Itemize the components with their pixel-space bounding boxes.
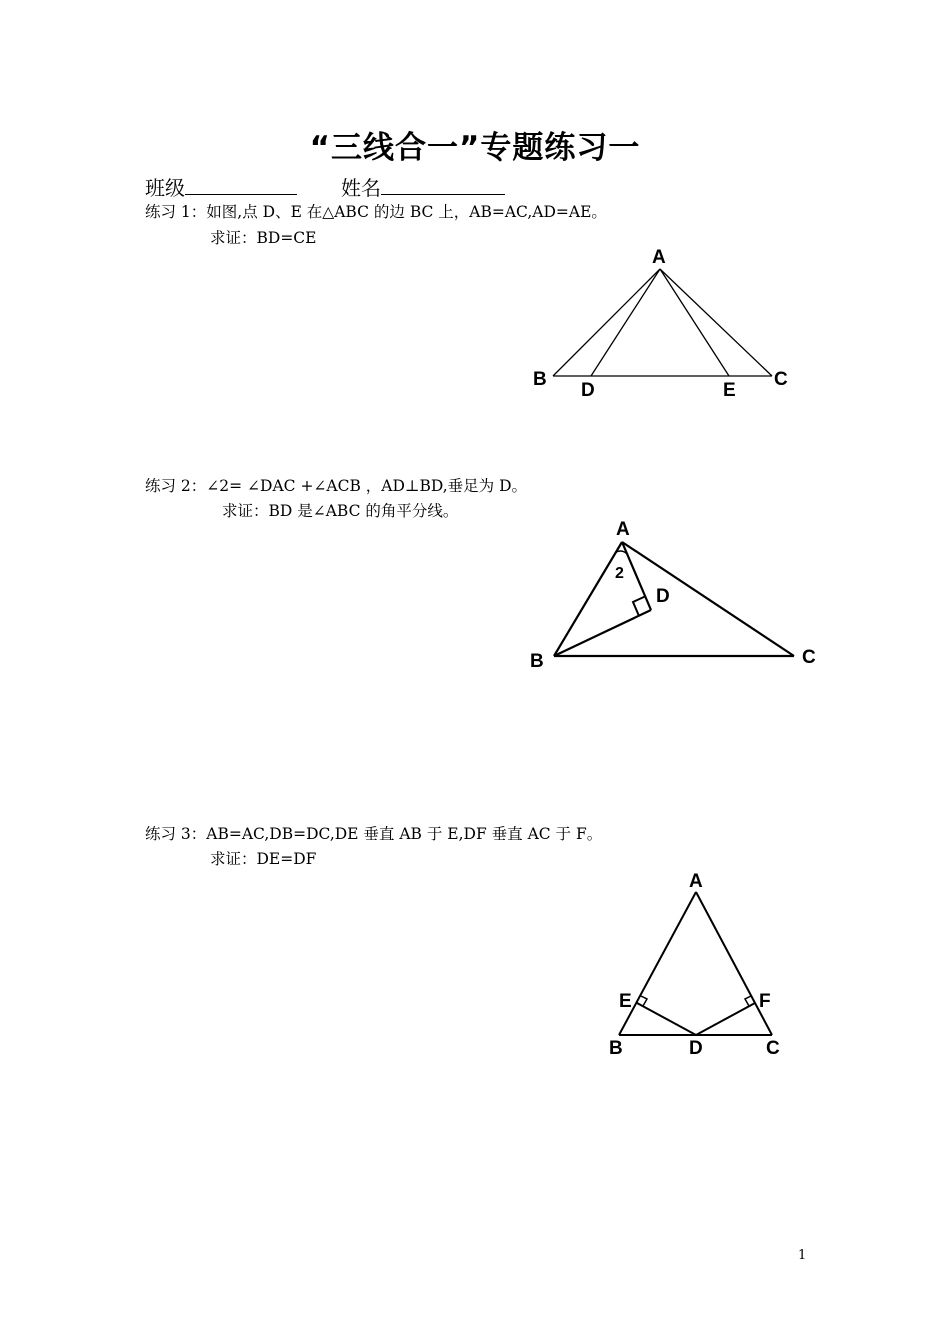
label-b: B [533, 369, 547, 390]
name-blank[interactable] [381, 174, 505, 195]
segment-df [696, 1003, 755, 1035]
label-e: E [619, 991, 632, 1012]
label-c: C [802, 647, 816, 668]
label-c: C [766, 1038, 780, 1059]
label-e: E [723, 380, 736, 401]
class-blank[interactable] [185, 174, 297, 195]
label-a: A [616, 519, 630, 540]
exercise-1-statement: 练习 1：如图,点 D、E 在△ABC 的边 BC 上，AB=AC,AD=AE。 [145, 203, 607, 221]
label-a: A [689, 871, 703, 892]
exercise-2-statement: 练习 2：∠2= ∠DAC +∠ACB ，AD⊥BD,垂足为 D。 [145, 477, 528, 495]
exercise-3-statement: 练习 3：AB=AC,DB=DC,DE 垂直 AB 于 E,DF 垂直 AC 于 F。 [145, 825, 603, 843]
label-d: D [581, 380, 595, 401]
segment-ac [622, 542, 794, 656]
label-c: C [774, 369, 788, 390]
label-d: D [689, 1038, 703, 1059]
label-angle-2: 2 [615, 565, 624, 582]
name-label: 姓名 [341, 176, 381, 200]
label-b: B [609, 1038, 623, 1059]
exercise-1-figure [520, 240, 810, 410]
label-b: B [530, 651, 544, 672]
exercise-2-prove: 求证：BD 是∠ABC 的角平分线。 [222, 502, 459, 520]
student-info-line [145, 174, 505, 201]
exercise-3-prove: 求证：DE=DF [210, 850, 317, 868]
exercise-1-prove: 求证：BD=CE [210, 229, 317, 247]
label-a: A [652, 247, 666, 268]
exercise-3-figure [600, 865, 800, 1065]
exercise-2-figure [520, 510, 830, 680]
segment-de [637, 1003, 696, 1035]
segment-ab [553, 269, 660, 376]
segment-ad [591, 269, 660, 376]
page-number: 1 [798, 1248, 807, 1263]
segment-ae [660, 269, 729, 376]
right-angle-mark-e [641, 996, 647, 1006]
right-angle-mark-f [745, 996, 751, 1006]
class-label: 班级 [145, 176, 185, 200]
label-f: F [759, 991, 771, 1012]
page-title: “三线合一”专题练习一 [309, 130, 641, 166]
label-d: D [656, 586, 670, 607]
segment-ac [660, 269, 772, 376]
